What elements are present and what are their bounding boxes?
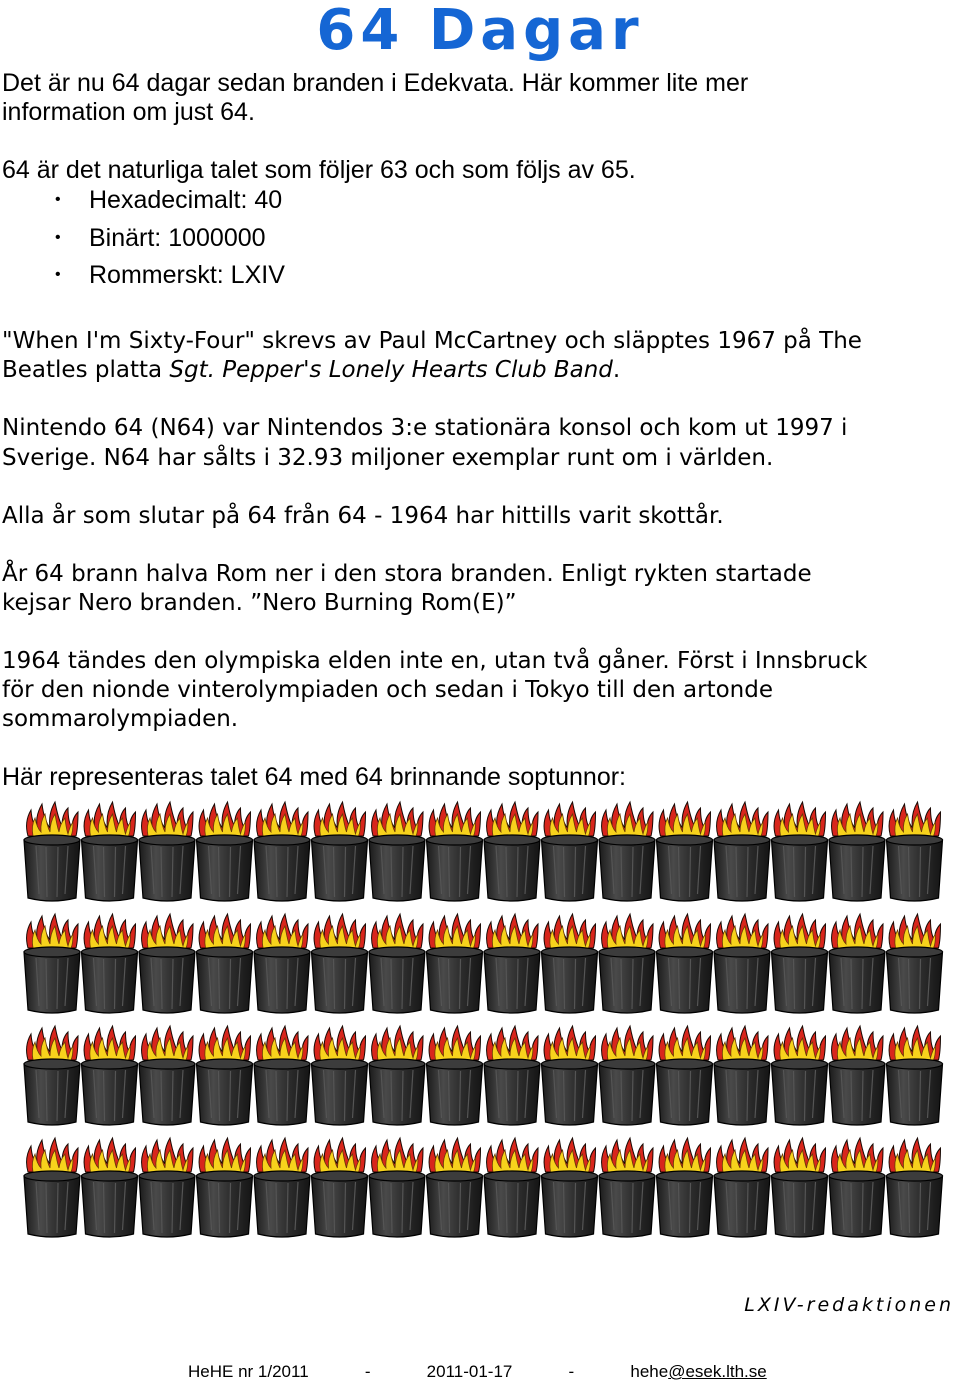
burning-trash-can-icon — [657, 914, 713, 1013]
burning-trash-can-icon — [197, 914, 253, 1013]
fact-roman: • Rommerskt: LXIV — [55, 261, 285, 289]
burning-trash-can-icon — [82, 1026, 138, 1125]
burning-trash-can-icon — [82, 1138, 138, 1237]
page-title: 64 Dagar — [316, 0, 644, 63]
number-facts-list — [0, 184, 285, 297]
burning-trash-can-icon — [24, 1026, 80, 1125]
burning-trash-can-icon — [772, 1026, 828, 1125]
burning-trash-can-icon — [254, 914, 310, 1013]
burning-trash-can-icon — [887, 1026, 943, 1125]
bullet-icon: • — [55, 228, 61, 246]
footer-issue: HeHE nr 1/2011 — [188, 1362, 309, 1381]
olympics-line-1: 1964 tändes den olympiska elden inte en, utan två gåner. Först i Innsbruck — [2, 648, 868, 674]
rome-line-2: kejsar Nero branden. ”Nero Burning Rom(E)” — [2, 590, 517, 616]
burning-trash-can-icon — [484, 1138, 540, 1237]
burning-trash-can-icon — [312, 1026, 368, 1125]
burning-trash-can-icon — [197, 802, 253, 901]
burning-trash-can-icon — [829, 1138, 885, 1237]
burning-trash-can-icon — [197, 1026, 253, 1125]
burning-trash-can-icon — [427, 802, 483, 901]
nintendo-line-2: Sverige. N64 har sålts i 32.93 miljoner exemplar runt om i världen. — [2, 445, 774, 471]
burning-trash-can-icon — [484, 802, 540, 901]
burning-trash-can-icon — [542, 1026, 598, 1125]
footer-email[interactable]: hehe@esek.lth.se — [630, 1362, 767, 1381]
burning-trash-can-icon — [657, 802, 713, 901]
burning-trash-can-icon — [369, 1026, 425, 1125]
burning-trash-can-icon — [139, 914, 195, 1013]
burning-trash-can-icon — [542, 1138, 598, 1237]
burning-trash-can-icon — [714, 914, 770, 1013]
burning-trash-can-icon — [369, 1138, 425, 1237]
bullet-icon: • — [55, 266, 61, 283]
cans-caption: Här representeras talet 64 med 64 brinnande soptunnor: — [2, 763, 626, 791]
burning-trash-can-icon — [484, 914, 540, 1013]
burning-trash-can-icon — [657, 1138, 713, 1237]
burning-trash-can-icon — [139, 1138, 195, 1237]
burning-trash-can-icon — [542, 914, 598, 1013]
burning-trash-can-icon — [599, 1026, 655, 1125]
burning-trash-can-icon — [254, 1138, 310, 1237]
olympics-line-3: sommarolympiaden. — [2, 706, 239, 732]
leap-years-line: Alla år som slutar på 64 från 64 - 1964 har hittills varit skottår. — [2, 503, 724, 529]
burning-trash-can-icon — [139, 1026, 195, 1125]
burning-trash-can-icon — [772, 1138, 828, 1237]
burning-trash-can-icon — [254, 1026, 310, 1125]
burning-trash-can-icon — [714, 1026, 770, 1125]
rome-line-1: År 64 brann halva Rom ner i den stora branden. Enligt rykten startade — [2, 561, 812, 587]
burning-cans-grid — [0, 792, 960, 1262]
burning-trash-can-icon — [254, 802, 310, 901]
burning-trash-can-icon — [714, 1138, 770, 1237]
nintendo-line-1: Nintendo 64 (N64) var Nintendos 3:e stationära konsol och kom ut 1997 i — [2, 415, 848, 441]
burning-trash-can-icon — [772, 914, 828, 1013]
burning-trash-can-icon — [24, 914, 80, 1013]
burning-trash-can-icon — [887, 1138, 943, 1237]
signature: LXIV-redaktionen — [744, 1294, 954, 1316]
number-line: 64 är det naturliga talet som följer 63 och som följs av 65. — [2, 156, 636, 184]
fact-binary: • Binärt: 1000000 — [55, 223, 266, 252]
burning-trash-can-icon — [312, 802, 368, 901]
burning-trash-can-icon — [369, 802, 425, 901]
burning-trash-can-icon — [312, 1138, 368, 1237]
burning-trash-can-icon — [599, 914, 655, 1013]
olympics-line-2: för den nionde vinterolympiaden och sedan i Tokyo till den artonde — [2, 677, 773, 703]
burning-trash-can-icon — [657, 1026, 713, 1125]
burning-trash-can-icon — [829, 1026, 885, 1125]
footer-separator: - — [364, 1362, 371, 1381]
fact-hexadecimal: • Hexadecimalt: 40 — [55, 186, 283, 214]
burning-trash-can-icon — [427, 914, 483, 1013]
burning-trash-can-icon — [197, 1138, 253, 1237]
footer-date: 2011-01-17 — [426, 1362, 513, 1381]
burning-trash-can-icon — [599, 802, 655, 901]
burning-trash-can-icon — [829, 802, 885, 901]
burning-trash-can-icon — [24, 802, 80, 901]
footer-separator: - — [568, 1362, 575, 1381]
footer — [188, 1362, 767, 1382]
intro-line-1: Det är nu 64 dagar sedan branden i Edekvata. Här kommer lite mer — [2, 69, 749, 97]
burning-trash-can-icon — [312, 914, 368, 1013]
burning-trash-can-icon — [484, 1026, 540, 1125]
footer-email-link[interactable]: @esek.lth.se — [668, 1362, 767, 1381]
burning-trash-can-icon — [369, 914, 425, 1013]
burning-trash-can-icon — [427, 1138, 483, 1237]
burning-trash-can-icon — [599, 1138, 655, 1237]
intro-line-2: information om just 64. — [2, 98, 255, 126]
burning-trash-can-icon — [542, 802, 598, 901]
burning-trash-can-icon — [887, 914, 943, 1013]
album-title: Sgt. Pepper's Lonely Hearts Club Band — [169, 357, 613, 383]
burning-trash-can-icon — [24, 1138, 80, 1237]
burning-trash-can-icon — [82, 802, 138, 901]
burning-trash-can-icon — [829, 914, 885, 1013]
beatles-line-1: "When I'm Sixty-Four" skrevs av Paul McCartney och släpptes 1967 på The — [2, 328, 862, 354]
burning-trash-can-icon — [427, 1026, 483, 1125]
burning-trash-can-icon — [82, 914, 138, 1013]
bullet-icon: • — [55, 191, 61, 208]
burning-trash-can-icon — [714, 802, 770, 901]
beatles-line-2: Beatles platta Sgt. Pepper's Lonely Hearts Club Band. — [2, 357, 621, 383]
burning-trash-can-icon — [139, 802, 195, 901]
burning-trash-can-icon — [772, 802, 828, 901]
burning-trash-can-icon — [887, 802, 943, 901]
